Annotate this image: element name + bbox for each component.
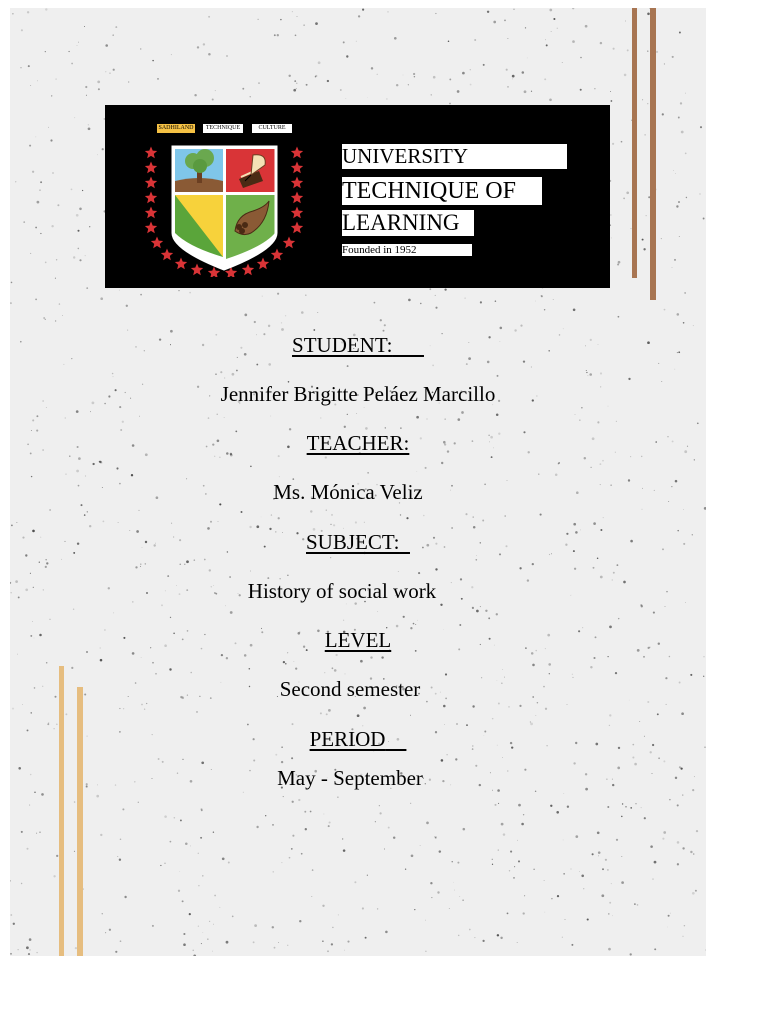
tree-icon bbox=[175, 149, 223, 192]
cornucopia-icon bbox=[226, 195, 275, 259]
level-label: LEVEL bbox=[324, 628, 392, 652]
star-icon bbox=[161, 249, 173, 261]
star-icon bbox=[145, 162, 157, 174]
motto-tag: SADHILAND bbox=[158, 125, 194, 131]
university-name-line2: TECHNIQUE OF bbox=[342, 177, 542, 205]
motto-tag: TECHNIQUE bbox=[203, 124, 243, 133]
subject-label: SUBJECT: bbox=[306, 530, 400, 554]
star-icon bbox=[291, 207, 303, 219]
university-header bbox=[105, 105, 610, 288]
document-page bbox=[10, 8, 706, 956]
student-label: STUDENT: bbox=[292, 333, 393, 357]
star-icon bbox=[291, 147, 303, 159]
star-icon bbox=[257, 258, 269, 270]
star-icon bbox=[291, 162, 303, 174]
university-name-line1: UNIVERSITY bbox=[342, 144, 567, 169]
period-value: May - September bbox=[277, 766, 423, 790]
star-icon bbox=[291, 177, 303, 189]
period-label: PERIOD bbox=[309, 727, 386, 751]
stripe-brown-1 bbox=[632, 8, 637, 278]
stripe-brown-2 bbox=[650, 8, 656, 300]
star-icon bbox=[145, 177, 157, 189]
student-value: Jennifer Brigitte Peláez Marcillo bbox=[220, 382, 496, 406]
star-icon bbox=[145, 222, 157, 234]
level-value: Second semester bbox=[279, 677, 421, 701]
founded-note: Founded in 1952 bbox=[342, 244, 472, 256]
stripe-gold-1 bbox=[59, 666, 64, 956]
university-name-line3: LEARNING bbox=[342, 210, 474, 236]
star-icon bbox=[145, 207, 157, 219]
star-icon bbox=[191, 264, 203, 276]
motto-tag: CULTURE bbox=[252, 124, 292, 133]
star-icon bbox=[271, 249, 283, 261]
star-icon bbox=[175, 258, 187, 270]
star-icon bbox=[145, 147, 157, 159]
teacher-label: TEACHER: bbox=[306, 431, 410, 455]
star-icon bbox=[291, 222, 303, 234]
star-icon bbox=[291, 192, 303, 204]
university-crest bbox=[139, 141, 309, 277]
subject-value: History of social work bbox=[247, 579, 437, 603]
star-icon bbox=[242, 264, 254, 276]
teacher-value: Ms. Mónica Veliz bbox=[273, 480, 423, 504]
star-icon bbox=[145, 192, 157, 204]
book-quill-icon bbox=[226, 149, 275, 192]
star-icon bbox=[283, 237, 295, 249]
star-icon bbox=[151, 237, 163, 249]
